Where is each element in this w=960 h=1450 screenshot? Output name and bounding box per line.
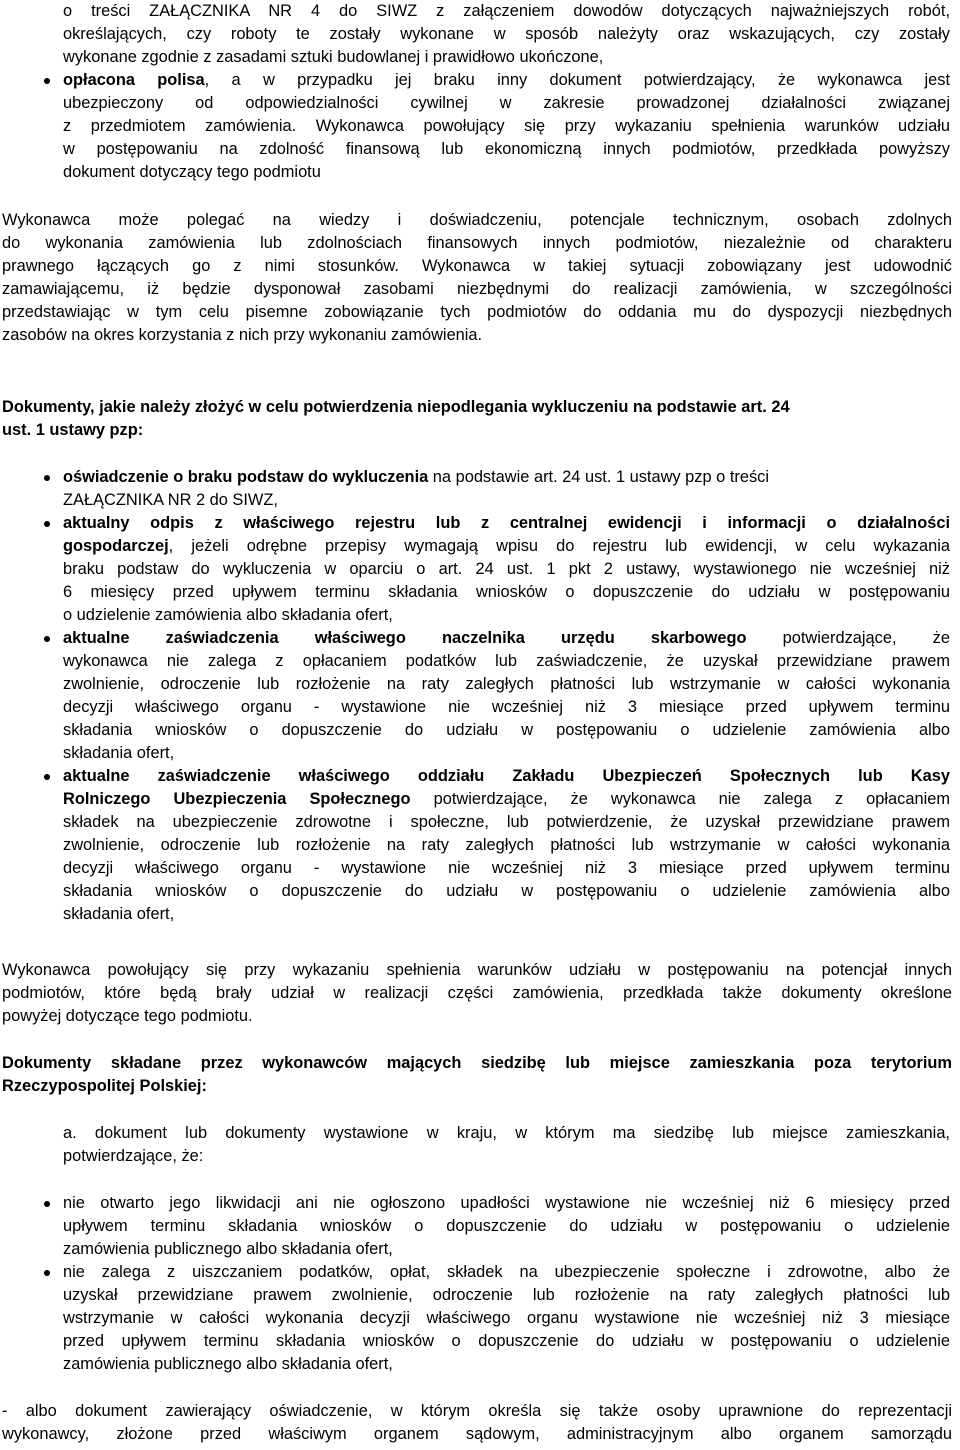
text-line: zwolnienie, odroczenie lub rozłożenie na raty zaległych płatności lub wstrzymanie w całości wykonania bbox=[63, 675, 950, 693]
text-span: potwierdzające, że wykonawca nie zalega z opłacaniem bbox=[410, 790, 950, 808]
text-line: 6 miesięcy przed upływem terminu składania wniosków o dopuszczenie do udziału w postępowaniu bbox=[63, 583, 950, 601]
text-line: przed upływem terminu składania wniosków o dopuszczenie do udziału w postępowaniu o udzielenie bbox=[63, 1332, 950, 1350]
text-line: braku podstaw do wykluczenia w oparciu o art. 24 ust. 1 pkt 2 ustawy, wystawionego nie wcześniej niż bbox=[63, 560, 950, 578]
section-heading: ust. 1 ustawy pzp: bbox=[2, 421, 144, 439]
text-line: powyżej dotyczące tego podmiotu. bbox=[2, 1007, 253, 1025]
text-line: decyzji właściwego organu - wystawione nie wcześniej niż 3 miesiące przed upływem terminu bbox=[63, 859, 950, 877]
text-line: składania ofert, bbox=[63, 744, 175, 762]
text-line: decyzji właściwego organu - wystawione nie wcześniej niż 3 miesiące przed upływem terminu bbox=[63, 698, 950, 716]
text-line: aktualne zaświadczenie właściwego oddziału Zakładu Ubezpieczeń Społecznych lub Kasy bbox=[63, 767, 950, 785]
bullet-icon bbox=[44, 1270, 50, 1276]
text-line bbox=[63, 535, 950, 558]
text-line: uzyskał przewidziane prawem zwolnienie, odroczenie lub rozłożenie na raty zaległych płatności lub bbox=[63, 1286, 950, 1304]
text-line bbox=[63, 466, 769, 489]
bullet-icon bbox=[44, 774, 50, 780]
text-line: - albo dokument zawierający oświadczenie, w którym określa się także osoby uprawnione do reprezentacji bbox=[2, 1402, 952, 1420]
text-line: wykonawcy, złożone przed właściwym organem sądowym, administracyjnym albo organem samorządu bbox=[2, 1425, 952, 1443]
text-line: zamawiającemu, iż będzie dysponował zasobami niezbędnymi do realizacji zamówienia, w szczególności bbox=[2, 280, 952, 298]
text-line: składek na ubezpieczenie zdrowotne i społeczne, lub potwierdzenie, że uzyskał przewidziane prawem bbox=[63, 813, 950, 831]
text-line: Wykonawca powołujący się przy wykazaniu spełnienia warunków udziału w postępowaniu na potencjał innych bbox=[2, 961, 952, 979]
text-line: składania wniosków o dopuszczenie do udziału w postępowaniu o udzielenie zamówienia albo bbox=[63, 721, 950, 739]
text-line: o udzielenie zamówienia albo składania ofert, bbox=[63, 606, 393, 624]
text-line: z przedmiotem zamówienia. Wykonawca powołujący się przy wykazaniu spełnienia warunków udziału bbox=[63, 117, 950, 135]
text-line: w postępowaniu na zdolność finansową lub ekonomiczną innych podmiotów, przedkłada powyższy bbox=[63, 140, 950, 158]
text-line: zasobów na okres korzystania z nich przy wykonaniu zamówienia. bbox=[2, 326, 483, 344]
bullet-icon bbox=[44, 475, 50, 481]
text-span: potwierdzające, że bbox=[746, 629, 950, 647]
text-line: dokument dotyczący tego podmiotu bbox=[63, 163, 321, 181]
text-line: zwolnienie, odroczenie lub rozłożenie na raty zaległych płatności lub wstrzymanie w całości wykonania bbox=[63, 836, 950, 854]
text-line: do wykonania zamówienia lub zdolnościach finansowych innych podmiotów, niezależnie od charakteru bbox=[2, 234, 952, 252]
text-line: a. dokument lub dokumenty wystawione w kraju, w którym ma siedzibę lub miejsce zamieszkania, bbox=[63, 1124, 950, 1142]
text-line: upływem terminu składania wniosków o dopuszczenie do udziału w postępowaniu o udzielenie bbox=[63, 1217, 950, 1235]
bold-term: aktualne zaświadczenia właściwego naczelnika urzędu skarbowego bbox=[63, 629, 747, 647]
text-line: wstrzymanie w całości wykonania decyzji właściwego organu wystawione nie wcześniej niż 3 miesiące bbox=[63, 1309, 950, 1327]
text-line: przedstawiając w tym celu pisemne zobowiązanie tych podmiotów do oddania mu do dyspozycji niezbędnych bbox=[2, 303, 952, 321]
text-line: potwierdzające, że: bbox=[63, 1147, 204, 1165]
bold-term: gospodarczej bbox=[63, 537, 169, 555]
text-span: , jeżeli odrębne przepisy wymagają wpisu do rejestru lub ewidencji, w celu wykazania bbox=[168, 537, 950, 555]
bold-term: opłacona polisa bbox=[63, 71, 205, 89]
section-heading: Dokumenty, jakie należy złożyć w celu potwierdzenia niepodlegania wykluczeniu na podstawie art. 24 bbox=[2, 398, 790, 416]
text-line bbox=[63, 788, 950, 811]
text-line: ZAŁĄCZNIKA NR 2 do SIWZ, bbox=[63, 491, 278, 509]
bullet-icon bbox=[44, 78, 50, 84]
text-line: zamówienia publicznego albo składania ofert, bbox=[63, 1240, 393, 1258]
text-line bbox=[63, 627, 950, 650]
text-line: wykonawca nie zalega z opłacaniem podatków lub zaświadczenie, że uzyskał przewidziane prawem bbox=[63, 652, 950, 670]
bullet-icon bbox=[44, 636, 50, 642]
text-line: nie otwarto jego likwidacji ani nie ogłoszono upadłości wystawione nie wcześniej niż 6 miesięcy przed bbox=[63, 1194, 950, 1212]
bold-term: oświadczenie o braku podstaw do wykluczenia bbox=[63, 468, 429, 486]
text-line: prawnego łączących go z nimi stosunków. Wykonawca w takiej sytuacji zobowiązany jest udowodnić bbox=[2, 257, 952, 275]
section-heading: Rzeczypospolitej Polskiej: bbox=[2, 1077, 207, 1095]
text-line: aktualny odpis z właściwego rejestru lub z centralnej ewidencji i informacji o działalności bbox=[63, 514, 950, 532]
text-line: Wykonawca może polegać na wiedzy i doświadczeniu, potencjale technicznym, osobach zdolnych bbox=[2, 211, 952, 229]
bullet-icon bbox=[44, 1201, 50, 1207]
text-span: na podstawie art. 24 ust. 1 ustawy pzp o treści bbox=[428, 468, 769, 486]
bold-term: Rolniczego Ubezpieczenia Społecznego bbox=[63, 790, 411, 808]
text-line: o treści ZAŁĄCZNIKA NR 4 do SIWZ z załączeniem dowodów dotyczących najważniejszych robót, bbox=[63, 2, 950, 20]
section-heading: Dokumenty składane przez wykonawców mających siedzibę lub miejsce zamieszkania poza terytorium bbox=[2, 1054, 952, 1072]
bullet-icon bbox=[44, 521, 50, 527]
text-line: określających, czy roboty te zostały wykonane w sposób należyty oraz wskazujących, czy zostały bbox=[63, 25, 950, 43]
text-line: składania ofert, bbox=[63, 905, 175, 923]
text-line: składania wniosków o dopuszczenie do udziału w postępowaniu o udzielenie zamówienia albo bbox=[63, 882, 950, 900]
text-span: , a w przypadku jej braku inny dokument potwierdzający, że wykonawca jest bbox=[204, 71, 950, 89]
text-line: wykonane zgodnie z zasadami sztuki budowlanej i prawidłowo ukończone, bbox=[63, 48, 604, 66]
text-line: nie zalega z uiszczaniem podatków, opłat, składek na ubezpieczenie społeczne i zdrowotne, albo że bbox=[63, 1263, 950, 1281]
text-line: podmiotów, które będą brały udział w realizacji części zamówienia, przedkłada także dokumenty określone bbox=[2, 984, 952, 1002]
text-line: ubezpieczony od odpowiedzialności cywilnej w zakresie prowadzonej działalności związanej bbox=[63, 94, 950, 112]
text-line: zamówienia publicznego albo składania ofert, bbox=[63, 1355, 393, 1373]
text-line bbox=[63, 69, 950, 92]
